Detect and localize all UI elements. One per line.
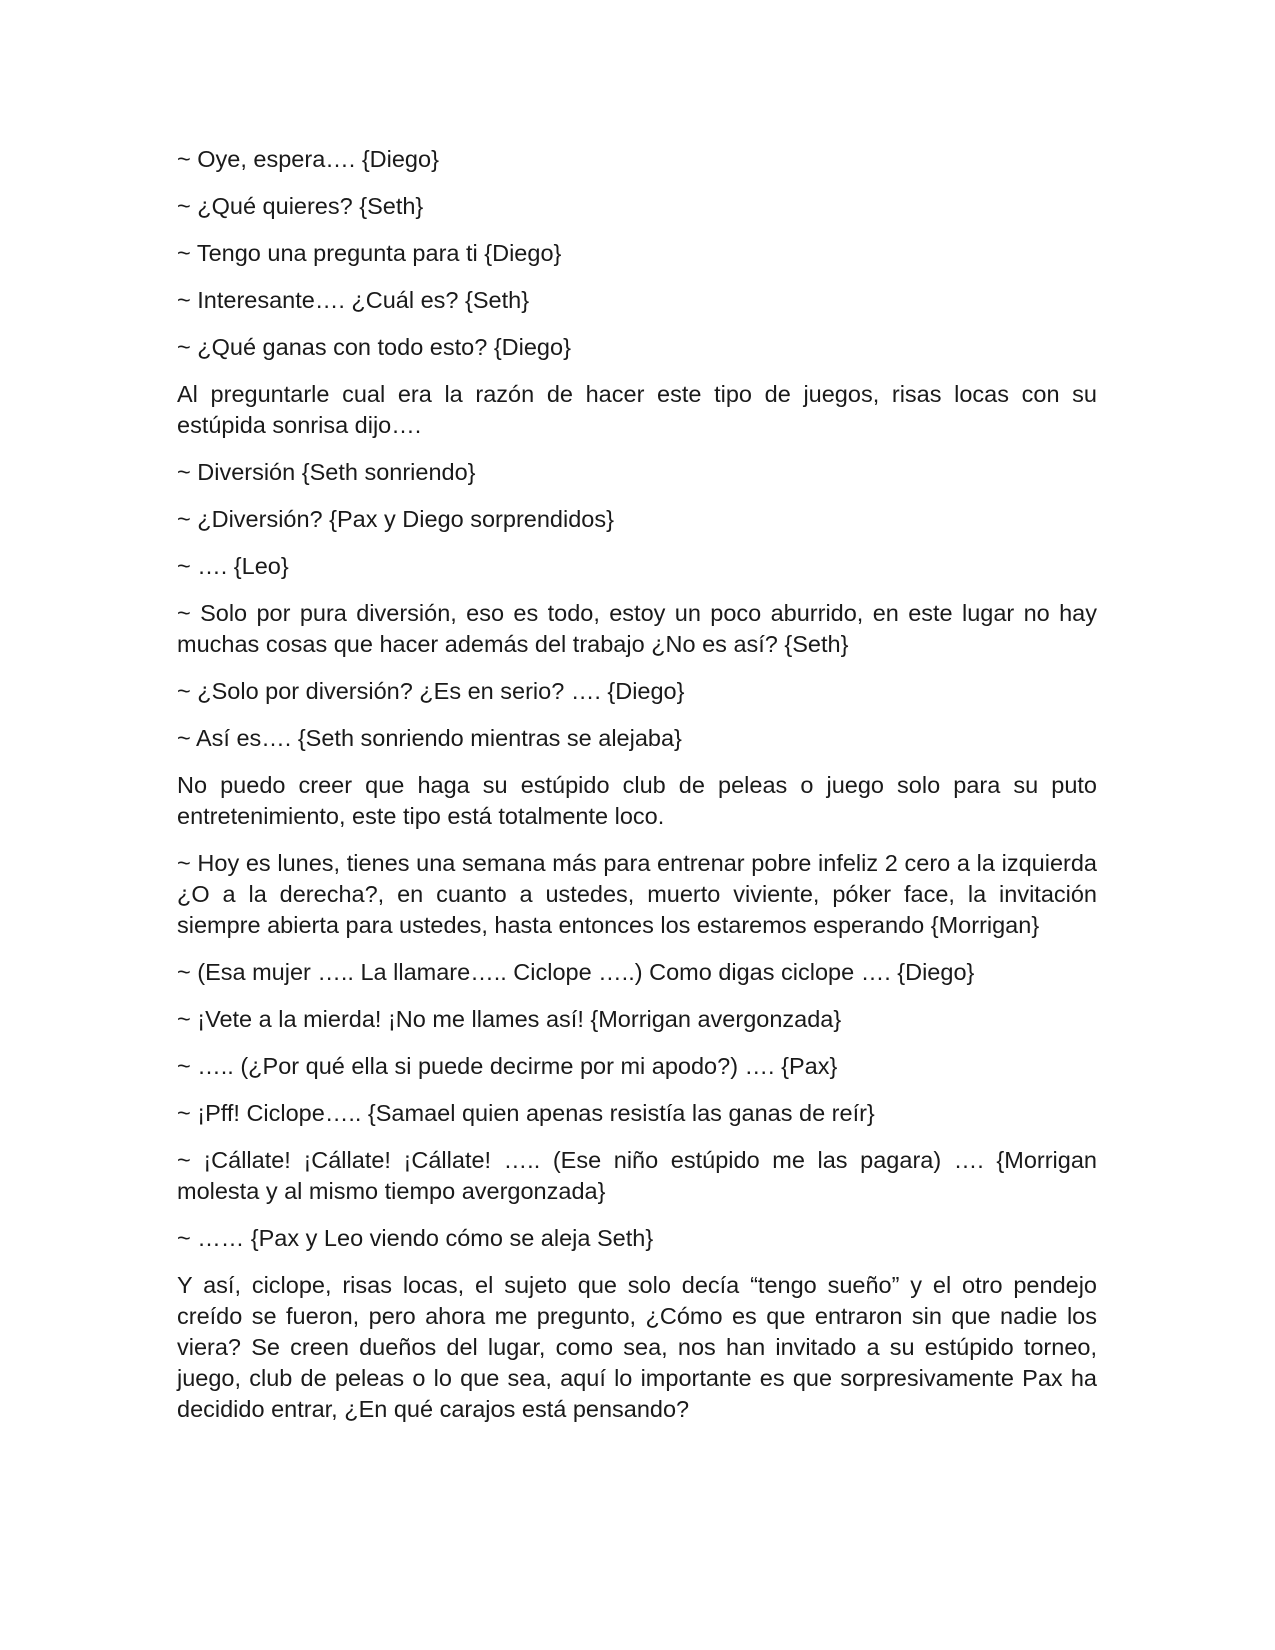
dialogue-line: ~ Hoy es lunes, tienes una semana más para entrenar pobre infeliz 2 cero a la izquierda ¿O a la derecha?, en cuanto a ustedes, muerto viviente, póker face, la invitación siempre abierta para ustedes, hasta entonces los estaremos esperando {Morrigan} [177,850,1097,938]
narration-paragraph: Al preguntarle cual era la razón de hacer este tipo de juegos, risas locas con su estúpida sonrisa dijo…. [177,381,1097,438]
dialogue-line: ~ ¡Pff! Ciclope….. {Samael quien apenas resistía las ganas de reír} [177,1100,875,1126]
dialogue-line: ~ Diversión {Seth sonriendo} [177,459,476,485]
dialogue-line: ~ ¿Diversión? {Pax y Diego sorprendidos} [177,506,614,532]
dialogue-line: ~ Oye, espera…. {Diego} [177,146,439,172]
dialogue-line: ~ Tengo una pregunta para ti {Diego} [177,240,562,266]
dialogue-line: ~ …. {Leo} [177,553,289,579]
dialogue-line: ~ ¿Qué ganas con todo esto? {Diego} [177,334,571,360]
narration-paragraph: Y así, ciclope, risas locas, el sujeto que solo decía “tengo sueño” y el otro pendejo creído se fueron, pero ahora me pregunto, ¿Cómo es que entraron sin que nadie los viera? Se creen dueños del lugar, como sea, nos han invitado a su estúpido torneo, juego, club de peleas o lo que sea, aquí lo importante es que sorpresivamente Pax ha decidido entrar, ¿En qué carajos está pensando? [177,1272,1097,1422]
dialogue-line: ~ ¿Solo por diversión? ¿Es en serio? …. {Diego} [177,678,685,704]
dialogue-line: ~ ¡Cállate! ¡Cállate! ¡Cállate! ….. (Ese niño estúpido me las pagara) …. {Morrigan molesta y al mismo tiempo avergonzada} [177,1147,1097,1204]
dialogue-line: ~ Así es…. {Seth sonriendo mientras se alejaba} [177,725,682,751]
dialogue-line: ~ (Esa mujer ….. La llamare….. Ciclope …..) Como digas ciclope …. {Diego} [177,959,975,985]
narration-paragraph: No puedo creer que haga su estúpido club de peleas o juego solo para su puto entretenimiento, este tipo está totalmente loco. [177,772,1097,829]
dialogue-line: ~ Interesante…. ¿Cuál es? {Seth} [177,287,530,313]
dialogue-line: ~ ¡Vete a la mierda! ¡No me llames así! {Morrigan avergonzada} [177,1006,842,1032]
dialogue-line: ~ Solo por pura diversión, eso es todo, estoy un poco aburrido, en este lugar no hay muchas cosas que hacer además del trabajo ¿No es así? {Seth} [177,600,1097,657]
dialogue-line: ~ …… {Pax y Leo viendo cómo se aleja Seth} [177,1225,654,1251]
dialogue-line: ~ ¿Qué quieres? {Seth} [177,193,424,219]
dialogue-line: ~ ….. (¿Por qué ella si puede decirme por mi apodo?) …. {Pax} [177,1053,838,1079]
document-body [177,144,1097,1441]
